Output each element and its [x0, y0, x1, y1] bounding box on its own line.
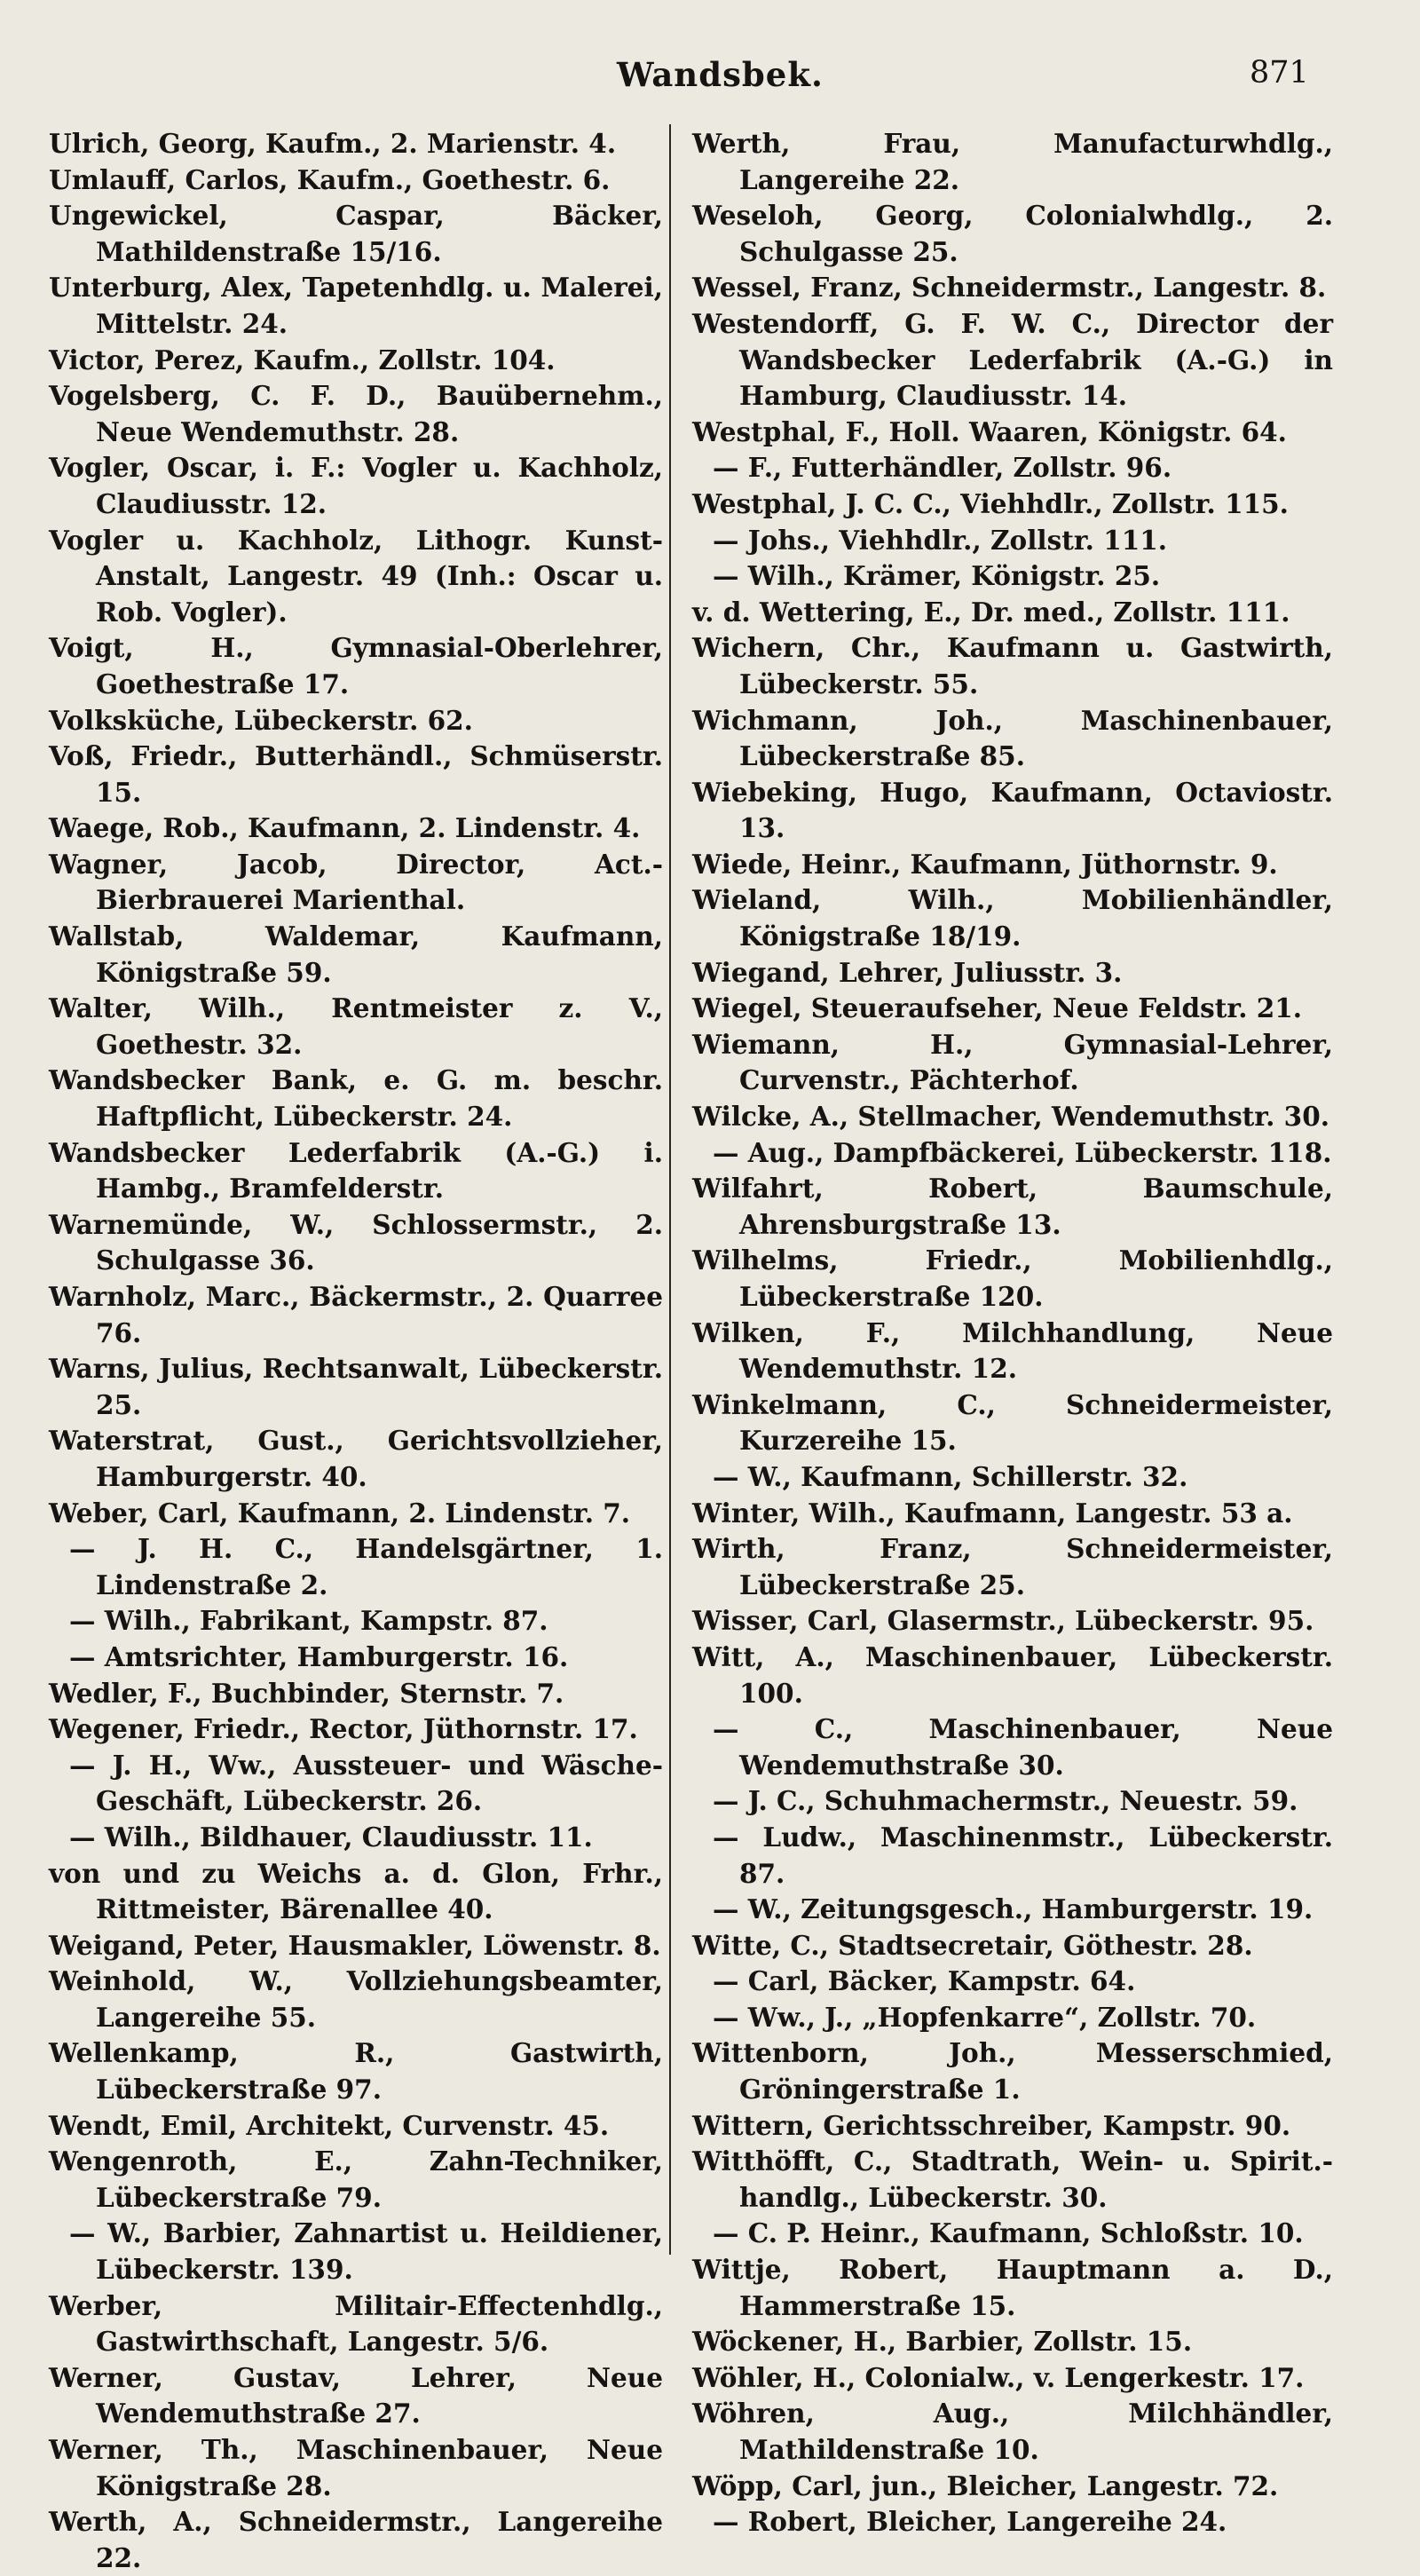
directory-entry: Winkelmann, C., Schneidermeister, Kurzereihe 15. [692, 1388, 1333, 1457]
directory-entry: Wallstab, Waldemar, Kaufmann, Königstraße 59. [49, 921, 663, 988]
directory-entry: — Carl, Bäcker, Kampstr. 64. [713, 1965, 1136, 1997]
directory-entry: Witthöfft, C., Stadtrath, Wein- u. Spirit.-handlg., Lübeckerstr. 30. [692, 2145, 1333, 2213]
directory-entry: von und zu Weichs a. d. Glon, Frhr., Rittmeister, Bärenallee 40. [49, 1857, 663, 1925]
right-column [692, 126, 1333, 2540]
page-header [0, 55, 1420, 108]
directory-entry: Vogler, Oscar, i. F.: Vogler u. Kachholz, Claudiusstr. 12. [49, 452, 663, 519]
directory-entry: Wichern, Chr., Kaufmann u. Gastwirth, Lübeckerstr. 55. [692, 632, 1333, 699]
directory-entry: Wendt, Emil, Architekt, Curvenstr. 45. [49, 2109, 610, 2141]
directory-entry: Warnemünde, W., Schlossermstr., 2. Schulgasse 36. [49, 1208, 663, 1276]
directory-entry: — Wilh., Bildhauer, Claudiusstr. 11. [69, 1821, 593, 1853]
directory-entry: — J. H. C., Handelsgärtner, 1. Lindenstraße 2. [69, 1533, 663, 1600]
directory-entry: Wilcke, A., Stellmacher, Wendemuthstr. 30. [692, 1101, 1329, 1133]
directory-entry: Westphal, F., Holl. Waaren, Königstr. 64. [692, 415, 1287, 447]
directory-entry: Wengenroth, E., Zahn-Techniker, Lübeckerstraße 79. [49, 2145, 663, 2213]
directory-entry: Wieland, Wilh., Mobilienhändler, Königstraße 18/19. [692, 884, 1333, 952]
column-divider [669, 124, 671, 2255]
directory-entry: Wichmann, Joh., Maschinenbauer, Lübeckerstraße 85. [692, 704, 1333, 772]
directory-entry: — W., Zeitungsgesch., Hamburgerstr. 19. [713, 1893, 1314, 1925]
directory-entry: Werth, Frau, Manufacturwhdlg., Langereihe 22. [692, 128, 1333, 195]
directory-entry: Wandsbecker Lederfabrik (A.-G.) i. Hambg., Bramfelderstr. [49, 1136, 663, 1205]
directory-entry: Werth, A., Schneidermstr., Langereihe 22. [49, 2506, 663, 2573]
directory-entry: Werner, Gustav, Lehrer, Neue Wendemuthstraße 27. [49, 2361, 663, 2430]
directory-entry: Wandsbecker Bank, e. G. m. beschr. Haftpflicht, Lübeckerstr. 24. [49, 1064, 663, 1133]
directory-entry: Wedler, F., Buchbinder, Sternstr. 7. [49, 1677, 564, 1709]
directory-entry: Waterstrat, Gust., Gerichtsvollzieher, Hamburgerstr. 40. [49, 1425, 663, 1492]
directory-entry: Wittern, Gerichtsschreiber, Kampstr. 90. [692, 2109, 1291, 2141]
page-number: 871 [1250, 55, 1309, 91]
directory-entry: — Wilh., Fabrikant, Kampstr. 87. [69, 1605, 548, 1637]
directory-entry: Victor, Perez, Kaufm., Zollstr. 104. [49, 344, 556, 375]
directory-entry: Ulrich, Georg, Kaufm., 2. Marienstr. 4. [49, 128, 617, 159]
directory-entry: Volksküche, Lübeckerstr. 62. [49, 704, 473, 736]
directory-entry: — Aug., Dampfbäckerei, Lübeckerstr. 118. [713, 1136, 1332, 1168]
directory-entry: Wiebeking, Hugo, Kaufmann, Octaviostr. 13. [692, 776, 1333, 844]
directory-entry: Vogelsberg, C. F. D., Bauübernehm., Neue Wendemuthstr. 28. [49, 380, 663, 447]
directory-entry: Wirth, Franz, Schneidermeister, Lübeckerstraße 25. [692, 1533, 1333, 1600]
directory-entry: Wittenborn, Joh., Messerschmied, Gröningerstraße 1. [692, 2037, 1333, 2106]
directory-entry: — C., Maschinenbauer, Neue Wendemuthstraße 30. [713, 1713, 1333, 1781]
directory-entry: Wisser, Carl, Glasermstr., Lübeckerstr. 95. [692, 1605, 1314, 1637]
directory-entry: Wiemann, H., Gymnasial-Lehrer, Curvenstr., Pächterhof. [692, 1028, 1333, 1096]
directory-entry: Wellenkamp, R., Gastwirth, Lübeckerstraße 97. [49, 2037, 663, 2106]
directory-entry: Wegener, Friedr., Rector, Jüthornstr. 17. [49, 1713, 638, 1745]
directory-entry: — W., Barbier, Zahnartist u. Heildiener, Lübeckerstr. 139. [69, 2217, 663, 2286]
directory-entry: Warns, Julius, Rechtsanwalt, Lübeckerstr. 25. [49, 1353, 663, 1420]
directory-entry: — J. C., Schuhmachermstr., Neuestr. 59. [713, 1785, 1298, 1817]
directory-entry: — C. P. Heinr., Kaufmann, Schloßstr. 10. [713, 2217, 1304, 2249]
directory-entry: v. d. Wettering, E., Dr. med., Zollstr. 111. [692, 596, 1290, 628]
directory-entry: Weber, Carl, Kaufmann, 2. Lindenstr. 7. [49, 1497, 631, 1529]
directory-entry: Witte, C., Stadtsecretair, Göthestr. 28. [692, 1929, 1253, 1961]
directory-entry: Vogler u. Kachholz, Lithogr. Kunst-Anstalt, Langestr. 49 (Inh.: Oscar u. Rob. Vogler). [49, 524, 663, 628]
directory-entry: — F., Futterhändler, Zollstr. 96. [713, 452, 1172, 484]
directory-entry: Westphal, J. C. C., Viehhdlr., Zollstr. 115. [692, 487, 1289, 519]
left-column [49, 126, 663, 2576]
directory-entry: Weigand, Peter, Hausmakler, Löwenstr. 8. [49, 1929, 661, 1961]
directory-entry: Wilken, F., Milchhandlung, Neue Wendemuthstr. 12. [692, 1316, 1333, 1385]
directory-entry: — Amtsrichter, Hamburgerstr. 16. [69, 1640, 569, 1672]
directory-entry: Wilhelms, Friedr., Mobilienhdlg., Lübeckerstraße 120. [692, 1245, 1333, 1312]
directory-entry: — J. H., Ww., Aussteuer- und Wäsche-Geschäft, Lübeckerstr. 26. [69, 1749, 663, 1817]
directory-entry: Weinhold, W., Vollziehungsbeamter, Langereihe 55. [49, 1965, 663, 2033]
directory-entry: Wessel, Franz, Schneidermstr., Langestr. 8. [692, 272, 1327, 304]
page-title: Wandsbek. [617, 55, 824, 94]
directory-entry: Wilfahrt, Robert, Baumschule, Ahrensburgstraße 13. [692, 1173, 1333, 1240]
directory-entry: — Ludw., Maschinenmstr., Lübeckerstr. 87. [713, 1821, 1333, 1889]
directory-entry: Wöckener, H., Barbier, Zollstr. 15. [692, 2326, 1193, 2358]
directory-entry: Ungewickel, Caspar, Bäcker, Mathildenstraße 15/16. [49, 200, 663, 267]
directory-entry: Wiegand, Lehrer, Juliusstr. 3. [692, 956, 1123, 988]
directory-entry: Wöhren, Aug., Milchhändler, Mathildenstraße 10. [692, 2398, 1333, 2465]
directory-entry: Wiede, Heinr., Kaufmann, Jüthornstr. 9. [692, 848, 1278, 880]
directory-entry: — Wilh., Krämer, Königstr. 25. [713, 560, 1161, 592]
directory-entry: Unterburg, Alex, Tapetenhdlg. u. Malerei, Mittelstr. 24. [49, 272, 663, 339]
directory-entry: — Robert, Bleicher, Langereihe 24. [713, 2506, 1227, 2538]
directory-entry: Warnholz, Marc., Bäckermstr., 2. Quarree 76. [49, 1281, 663, 1348]
directory-entry: Wittje, Robert, Hauptmann a. D., Hammerstraße 15. [692, 2254, 1333, 2321]
directory-entry: Umlauff, Carlos, Kaufm., Goethestr. 6. [49, 163, 611, 195]
directory-entry: Wöpp, Carl, jun., Bleicher, Langestr. 72. [692, 2469, 1279, 2501]
directory-entry: Werber, Militair-Effectenhdlg., Gastwirthschaft, Langestr. 5/6. [49, 2289, 663, 2358]
directory-entry: — Johs., Viehhdlr., Zollstr. 111. [713, 524, 1168, 556]
directory-entry: Weseloh, Georg, Colonialwhdlg., 2. Schulgasse 25. [692, 200, 1333, 267]
directory-entry: Voß, Friedr., Butterhändl., Schmüserstr. 15. [49, 740, 663, 808]
directory-entry: Witt, A., Maschinenbauer, Lübeckerstr. 100. [692, 1640, 1333, 1709]
directory-entry: Winter, Wilh., Kaufmann, Langestr. 53 a. [692, 1497, 1293, 1529]
directory-entry: — Ww., J., „Hopfenkarre“, Zollstr. 70. [713, 2001, 1257, 2033]
directory-entry: Wiegel, Steueraufseher, Neue Feldstr. 21. [692, 992, 1303, 1024]
directory-entry: Wagner, Jacob, Director, Act.-Bierbrauerei Marienthal. [49, 848, 663, 916]
directory-entry: Walter, Wilh., Rentmeister z. V., Goethestr. 32. [49, 992, 663, 1060]
directory-entry: — W., Kaufmann, Schillerstr. 32. [713, 1460, 1188, 1492]
directory-entry: Voigt, H., Gymnasial-Oberlehrer, Goethestraße 17. [49, 632, 663, 699]
directory-entry: Werner, Th., Maschinenbauer, Neue Königstraße 28. [49, 2434, 663, 2501]
directory-entry: Westendorff, G. F. W. C., Director der Wandsbecker Lederfabrik (A.-G.) in Hamburg, Claudiusstr. 14. [692, 307, 1333, 412]
directory-entry: Waege, Rob., Kaufmann, 2. Lindenstr. 4. [49, 812, 641, 844]
directory-entry: Wöhler, H., Colonialw., v. Lengerkestr. 17. [692, 2361, 1305, 2393]
